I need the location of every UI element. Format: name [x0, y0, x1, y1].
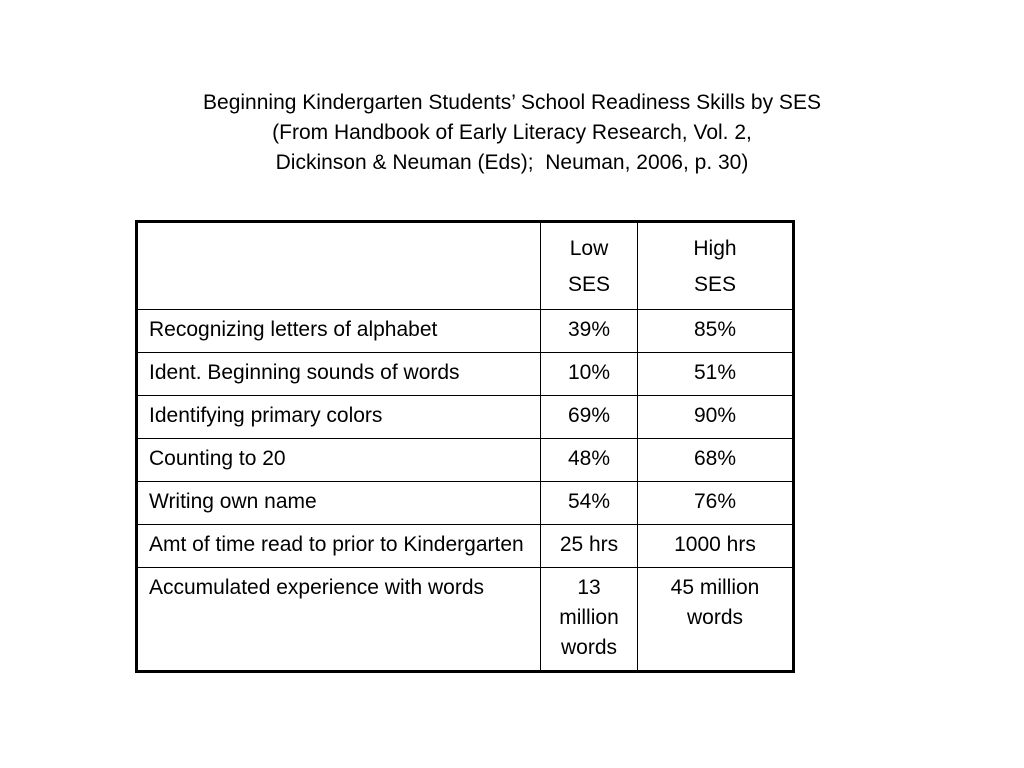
- row-low-ses-value: 25 hrs: [541, 525, 638, 568]
- header-low-line-1: Low: [569, 237, 609, 260]
- row-label: Identifying primary colors: [137, 396, 541, 439]
- table-row: [137, 310, 794, 353]
- row-low-ses-value: 69%: [541, 396, 638, 439]
- row-high-ses-value: 76%: [638, 482, 794, 525]
- title-line-1: Beginning Kindergarten Students’ School Readiness Skills by SES: [203, 91, 821, 114]
- row-label: Writing own name: [137, 482, 541, 525]
- row-label: Accumulated experience with words: [137, 568, 541, 672]
- row-high-ses-value: 68%: [638, 439, 794, 482]
- table-row: [137, 525, 794, 568]
- row-high-ses-value: 90%: [638, 396, 794, 439]
- header-low-line-2: SES: [567, 273, 611, 296]
- table-row: [137, 439, 794, 482]
- table-row: [137, 396, 794, 439]
- row-high-ses-value: 45 million words: [638, 568, 794, 672]
- readiness-table: [135, 220, 795, 673]
- row-low-ses-value: 54%: [541, 482, 638, 525]
- header-high-ses: [638, 222, 794, 310]
- row-low-ses-value: 39%: [541, 310, 638, 353]
- header-low-ses: [541, 222, 638, 310]
- header-high-line-2: SES: [693, 273, 737, 296]
- row-high-ses-value: 1000 hrs: [638, 525, 794, 568]
- slide-title: [0, 88, 1024, 178]
- row-label: Ident. Beginning sounds of words: [137, 353, 541, 396]
- table-row: [137, 482, 794, 525]
- table-row: [137, 353, 794, 396]
- row-low-ses-value: 13 million words: [541, 568, 638, 672]
- table-header-row: [137, 222, 794, 310]
- row-label: Counting to 20: [137, 439, 541, 482]
- title-line-2: (From Handbook of Early Literacy Research, Vol. 2,: [272, 121, 752, 144]
- row-high-ses-value: 51%: [638, 353, 794, 396]
- header-empty-cell: [137, 222, 541, 310]
- row-label: Amt of time read to prior to Kindergarten: [137, 525, 541, 568]
- row-high-ses-value: 85%: [638, 310, 794, 353]
- row-label: Recognizing letters of alphabet: [137, 310, 541, 353]
- table-row: [137, 568, 794, 672]
- header-high-line-1: High: [693, 237, 737, 260]
- row-low-ses-value: 48%: [541, 439, 638, 482]
- row-low-ses-value: 10%: [541, 353, 638, 396]
- title-line-3: Dickinson & Neuman (Eds); Neuman, 2006, p. 30): [275, 151, 749, 174]
